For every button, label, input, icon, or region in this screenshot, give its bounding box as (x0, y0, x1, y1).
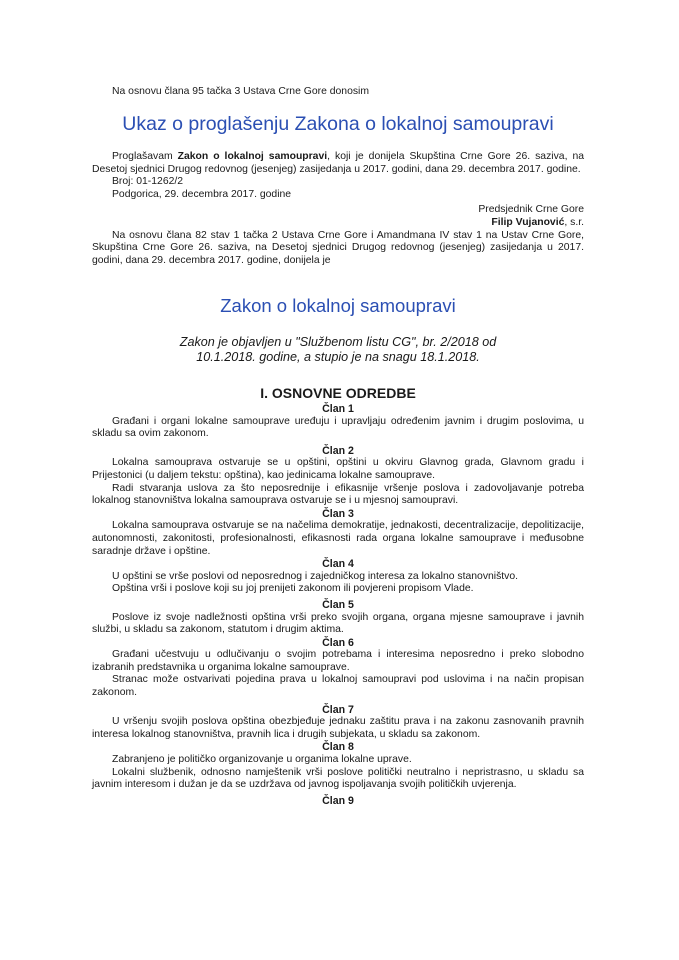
article (92, 508, 584, 558)
ukaz-heading-block (92, 112, 584, 136)
article-paragraph: Zabranjeno je političko organizovanje u organima lokalne uprave. (112, 754, 412, 766)
article (92, 741, 584, 791)
article-heading: Član 4 (322, 558, 354, 571)
article (92, 558, 584, 596)
article-paragraph: Lokalna samouprava ostvaruje se na načelima demokratije, jednakosti, decentralizacije, depolitizacije, autonomnosti, zakonitosti, profesionalnosti, efikasnosti rada organa lokalne samouprave i međusobne saradnje države i opštine. (92, 520, 584, 557)
proglasavam-law-name: Zakon o lokalnoj samoupravi (177, 151, 328, 162)
article (92, 795, 584, 808)
articles-list (92, 403, 584, 807)
article (92, 637, 584, 700)
article-paragraph: Građani i organi lokalne samouprave uređuju i upravljaju određenim javnim i drugim poslovima, u skladu sa ovim zakonom. (92, 415, 584, 440)
publication-block (152, 335, 524, 365)
intro-text: Na osnovu člana 95 tačka 3 Ustava Crne Gore donosim (112, 86, 370, 97)
article-heading: Član 6 (322, 636, 354, 649)
law-title: Zakon o lokalnoj samoupravi (220, 295, 456, 316)
article (92, 445, 584, 508)
broj-text: Broj: 01-1262/2 (112, 176, 184, 188)
article-paragraph: Stranac može ostvarivati pojedina prava u lokalnoj samoupravi pod uslovima i na način propisan zakonom. (92, 674, 584, 699)
article-heading: Član 7 (322, 703, 354, 716)
ukaz-title: Ukaz o proglašenju Zakona o lokalnoj samoupravi (122, 113, 554, 135)
article-heading: Član 9 (322, 794, 354, 807)
proglasavam-pre: Proglašavam (112, 151, 178, 162)
article-heading: Član 1 (322, 403, 354, 415)
skupstina-intro-text: Na osnovu člana 82 stav 1 tačka 2 Ustava Crne Gore i Amandmana IV stav 1 na Ustav Crne Gore, Skupština Crne Gore 26. saziva, na Desetoj sjednici Drugog redovnog (jesenjeg) zasijedanja u 2017. godini, dana 29. decembra 2017. godine, donijela je (92, 229, 584, 266)
article-paragraph: U vršenju svojih poslova opština obezbjeđuje jednaku zaštitu prava i na zakonu zasnovanih pravnih interesa lokalnog stanovništva, pravnih lica i drugih subjekata, u skladu sa zakonom. (92, 716, 584, 740)
article-paragraph: U opštini se vrše poslovi od neposrednog i zajedničkog interesa za lokalno stanovništvo. (112, 570, 519, 582)
article-heading: Član 3 (322, 507, 354, 520)
publication-note: Zakon je objavljen u "Službenom listu CG", br. 2/2018 od 10.1.2018. godine, a stupio je na snagu 18.1.2018. (179, 335, 497, 364)
article-paragraph: Lokalna samouprava ostvaruje se u opštini, opštini u okviru Glavnog grada, Glavnom gradu i Prijestonici (u daljem tekstu: opština), kao jedinicama lokalne samouprave. (92, 457, 584, 481)
article-paragraph: Građani učestvuju u odlučivanju o svojim potrebama i interesima neposredno i preko slobodno izabranih predstavnika u organima lokalne samouprave. (92, 649, 584, 673)
article (92, 403, 584, 441)
president-name: Filip Vujanović (491, 216, 565, 228)
section-block (92, 385, 584, 401)
president-suffix: , s.r. (564, 216, 584, 228)
article-heading: Član 2 (322, 444, 354, 457)
proglasavam-post: , koji je donijela Skupština Crne Gore 26. saziva, na Desetoj sjednici Drugog redovnog (jesenjeg) zasijedanja u 2017. godini, dana 29. decembra 2017. godine. (92, 151, 584, 175)
place-date-text: Podgorica, 29. decembra 2017. godine (112, 188, 292, 200)
article-paragraph: Radi stvaranja uslova za što neposrednije i efikasnije vršenje poslova i zadovoljavanje potreba lokalnog stanovništva lokalna samouprava ostvaruje se i u mjesnoj samoupravi. (92, 482, 584, 507)
president-signature (92, 217, 584, 230)
law-heading-block (92, 294, 584, 318)
article-paragraph: Lokalni službenik, odnosno namještenik vrši poslove politički neutralno i nepristrasno, u skladu sa javnim interesom i dužan je da se uzdržava od javnog ispoljavanja svojih političkih uvjerenja. (92, 766, 584, 791)
proglasavam-block (92, 151, 584, 267)
intro-block (92, 86, 584, 99)
article-paragraph: Opština vrši i poslove koji su joj prenijeti zakonom ili povjereni propisom Vlade. (112, 583, 474, 595)
proglasavam-text (92, 151, 584, 176)
article (92, 704, 584, 742)
article-heading: Član 5 (322, 598, 354, 611)
section-title: I. OSNOVNE ODREDBE (260, 385, 416, 401)
article-heading: Član 8 (322, 741, 354, 754)
article (92, 599, 584, 637)
president-title: Predsjednik Crne Gore (478, 204, 584, 216)
article-paragraph: Poslove iz svoje nadležnosti opština vrši preko svojih organa, organa mjesne samouprave i javnih službi, u skladu sa zakonom, statutom i drugim aktima. (92, 611, 584, 636)
